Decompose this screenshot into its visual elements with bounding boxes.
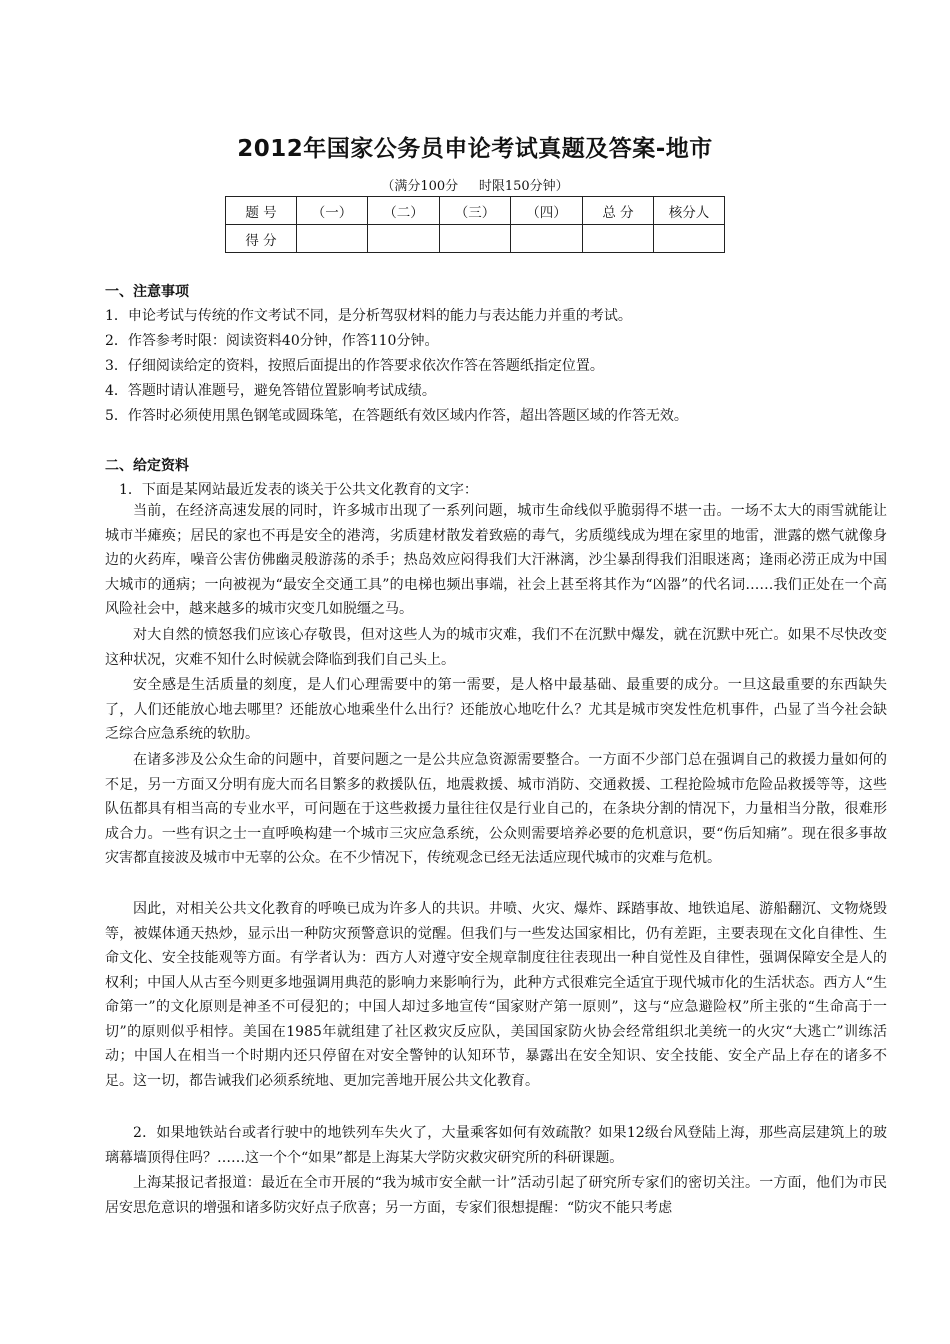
notice-item: 2．作答参考时限：阅读资料40分钟，作答110分钟。 — [105, 333, 439, 349]
score-cell — [297, 225, 368, 253]
score-table-header-cell: 核分人 — [654, 197, 725, 225]
notice-item: 4．答题时请认准题号，避免答错位置影响考试成绩。 — [105, 383, 436, 399]
score-table-header-cell: （二） — [368, 197, 440, 225]
score-table-header-cell: 题 号 — [226, 197, 297, 225]
notice-item: 3．仔细阅读给定的资料，按照后面提出的作答要求依次作答在答题纸指定位置。 — [105, 358, 604, 374]
materials-intro: 1．下面是某网站最近发表的谈关于公共文化教育的文字： — [119, 482, 478, 498]
score-table-header-row — [226, 197, 725, 225]
notice-heading: 一、注意事项 — [105, 284, 189, 300]
material-paragraph: 在诸多涉及公众生命的问题中，首要问题之一是公共应急资源需要整合。一方面不少部门总在强调自己的救援力量如何的不足，另一方面又分明有庞大而名目繁多的救援队伍，地震救援、城市消防、交通救援、工程抢险城市危险品救援等等，这些队伍都具有相当高的专业水平，可问题在于这些救援力量往往仅是行业自己的，在条块分割的情况下，力量相当分散，很难形成合力。一些有识之士一直呼唤构建一个城市三灾应急系统，公众则需要培养必要的危机意识，要“伤后知痛”。现在很多事故灾害都直接波及城市中无辜的公众。在不少情况下，传统观念已经无法适应现代城市的灾难与危机。 — [105, 752, 887, 866]
score-cell — [583, 225, 654, 253]
score-row-label: 得 分 — [226, 225, 297, 253]
material-paragraph: 上海某报记者报道：最近在全市开展的“我为城市安全献一计”活动引起了研究所专家们的密切关注。一方面，他们为市民居安思危意识的增强和诸多防灾好点子欣喜；另一方面，专家们很想提醒：“防灾不能只考虑 — [105, 1175, 887, 1216]
score-table — [225, 196, 725, 253]
notice-item: 5．作答时必须使用黑色钢笔或圆珠笔，在答题纸有效区域内作答，超出答题区域的作答无效。 — [105, 408, 688, 424]
material-paragraph: 因此，对相关公共文化教育的呼唤已成为许多人的共识。井喷、火灾、爆炸、踩踏事故、地铁追尾、游船翻沉、文物烧毁等，被媒体通天热炒，显示出一种防灾预警意识的觉醒。但我们与一些发达国家相比，仍有差距，主要表现在文化自律性、生命文化、安全技能观等方面。有学者认为：西方人对遵守安全规章制度往往表现出一种自觉性及自律性，强调保障安全是人的权利；中国人从古至今则更多地强调用典范的影响力来影响行为，此种方式很难完全适宜于现代城市化的生活状态。西方人“生命第一”的文化原则是神圣不可侵犯的；中国人却过多地宣传“国家财产第一原则”，这与“应急避险权”所主张的“生命高于一切”的原则似乎相悖。美国在1985年就组建了社区救灾反应队，美国国家防火协会经常组织北美统一的火灾“大逃亡”训练活动；中国人在相当一个时期内还只停留在对安全警钟的认知环节，暴露出在安全知识、安全技能、安全产品上存在的诸多不足。这一切，都告诫我们必须系统地、更加完善地开展公共文化教育。 — [105, 901, 887, 1089]
score-cell — [511, 225, 583, 253]
score-cell — [654, 225, 725, 253]
score-cell — [440, 225, 511, 253]
material-paragraph: 对大自然的愤怒我们应该心存敬畏，但对这些人为的城市灾难，我们不在沉默中爆发，就在沉默中死亡。如果不尽快改变这种状况，灾难不知什么时候就会降临到我们自己头上。 — [105, 627, 887, 668]
score-cell — [368, 225, 440, 253]
score-table-header-cell: （三） — [440, 197, 511, 225]
materials-heading: 二、给定资料 — [105, 458, 189, 474]
score-table-header-cell: （四） — [511, 197, 583, 225]
document-subtitle: （满分100分 时限150分钟） — [381, 179, 569, 194]
notice-item: 1．申论考试与传统的作文考试不同，是分析驾驭材料的能力与表达能力并重的考试。 — [105, 308, 632, 324]
score-table-header-cell: 总 分 — [583, 197, 654, 225]
score-table-header-cell: （一） — [297, 197, 368, 225]
score-table-score-row — [226, 225, 725, 253]
material-paragraph: 安全感是生活质量的刻度，是人们心理需要中的第一需要，是人格中最基础、最重要的成分。一旦这最重要的东西缺失了，人们还能放心地去哪里？还能放心地乘坐什么出行？还能放心地吃什么？尤其是城市突发性危机事件，凸显了当今社会缺乏综合应急系统的软肋。 — [105, 677, 887, 742]
material-paragraph: 2．如果地铁站台或者行驶中的地铁列车失火了，大量乘客如何有效疏散？如果12级台风登陆上海，那些高层建筑上的玻璃幕墙顶得住吗？……这一个个“如果”都是上海某大学防灾救灾研究所的科研课题。 — [105, 1125, 887, 1166]
material-paragraph: 当前，在经济高速发展的同时，许多城市出现了一系列问题，城市生命线似乎脆弱得不堪一击。一场不太大的雨雪就能让城市半瘫痪；居民的家也不再是安全的港湾，劣质建材散发着致癌的毒气，劣质缆线成为埋在家里的地雷，泄露的燃气就像身边的火药库，噪音公害仿佛幽灵般游荡的杀手；热岛效应闷得我们大汗淋漓，沙尘暴刮得我们泪眼迷离；逢雨必涝正成为中国大城市的通病；一向被视为“最安全交通工具”的电梯也频出事端，社会上甚至将其作为“凶器”的代名词……我们正处在一个高风险社会中，越来越多的城市灾变几如脱缰之马。 — [105, 503, 887, 617]
document-title: 2012年国家公务员申论考试真题及答案-地市 — [237, 136, 713, 162]
